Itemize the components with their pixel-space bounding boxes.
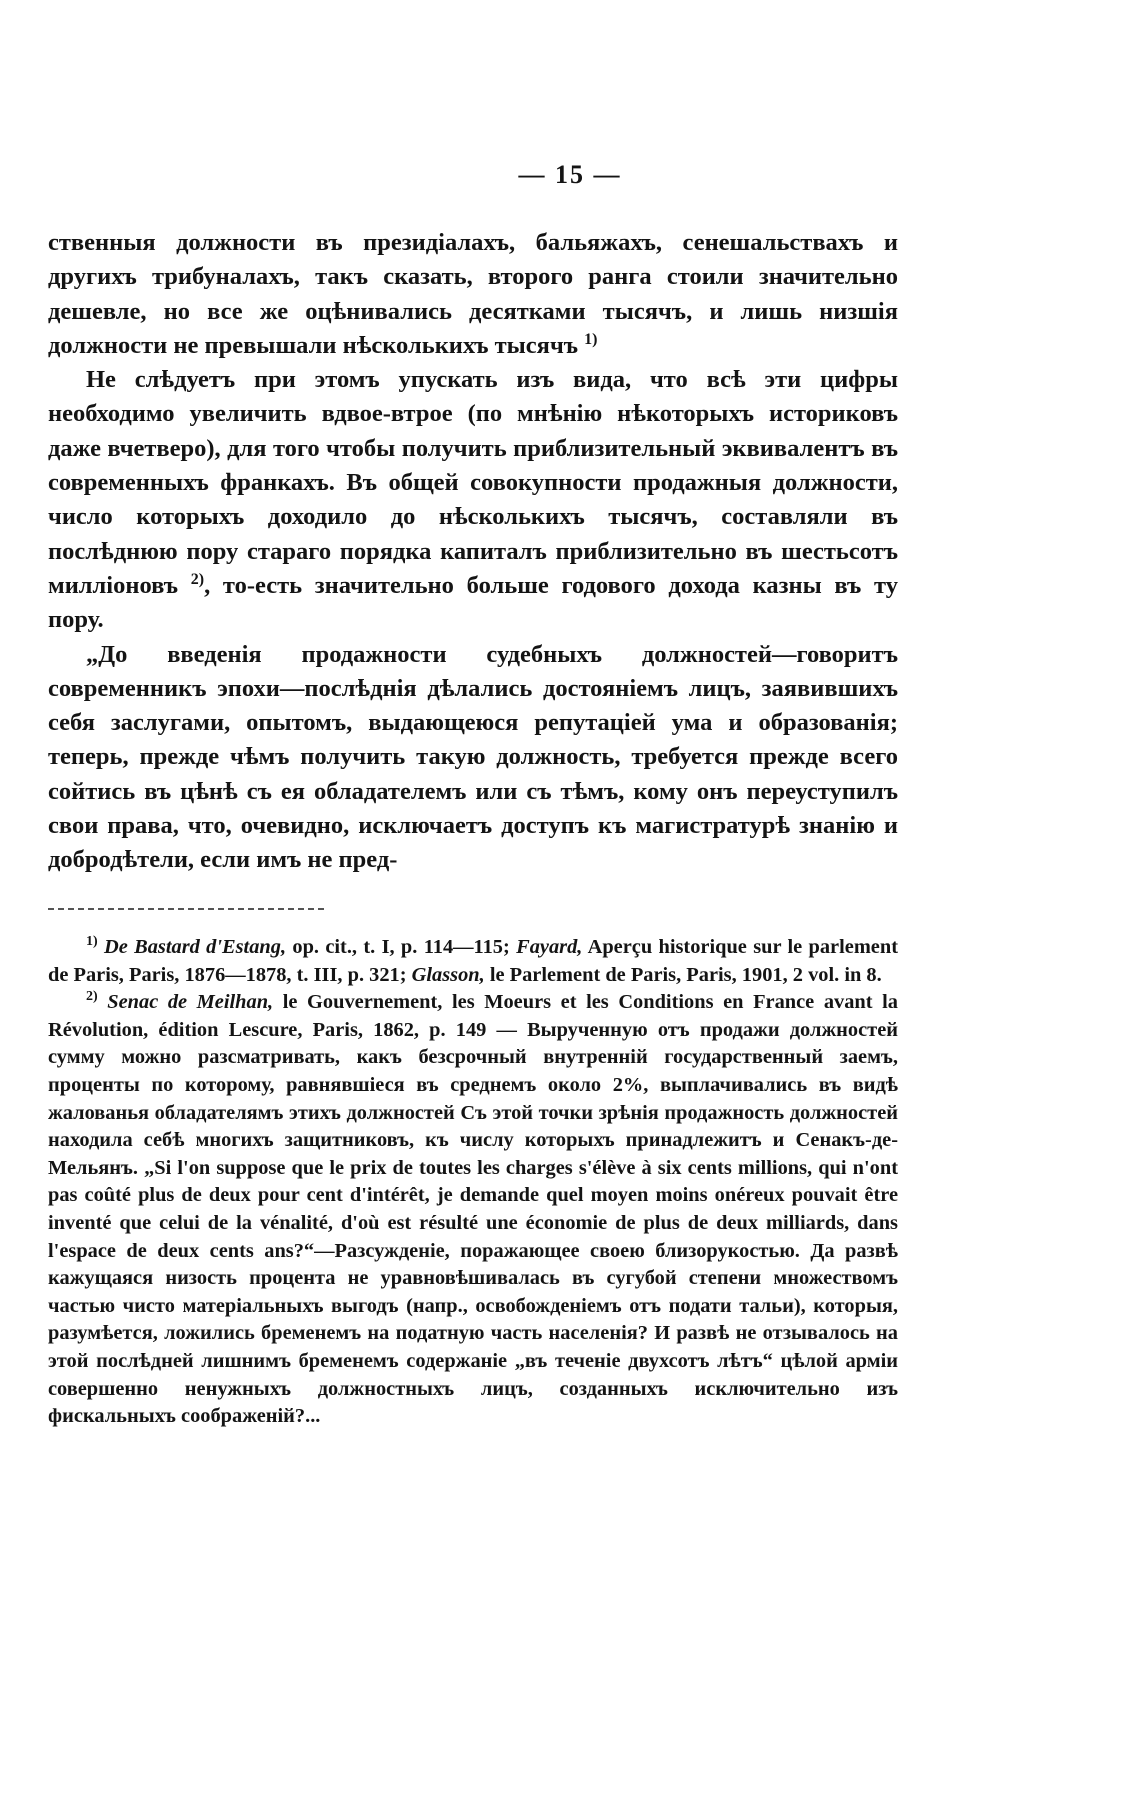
footnote-ref-1: 1): [584, 330, 598, 348]
footnote-separator: [48, 908, 324, 910]
footnotes: [48, 934, 898, 1431]
footnote-1-text-3: le Parlement de Paris, Paris, 1901, 2 vol. in 8.: [484, 963, 882, 986]
footnote-ref-2: 2): [190, 570, 205, 588]
paragraph-2-text-a: Не слѣдуетъ при этомъ упускать изъ вида, что всѣ эти цифры необходимо увеличить вдвое-втрое (по мнѣнію нѣкоторыхъ историковъ даже вчетверо), для того чтобы получить приблизительный эквивалентъ въ современныхъ франкахъ. Въ общей совокупности продажныя должности, число которыхъ доходило до нѣсколькихъ тысячъ, составляли въ послѣднюю пору стараго порядка капиталъ приблизительно въ шестьсотъ милліоновъ: [48, 366, 898, 599]
main-text: [48, 226, 898, 878]
footnote-1-text-2: Aperçu historique sur le parlement de Paris, Paris, 1876—1878, t. III, p. 321;: [48, 936, 898, 986]
footnote-2-author-1: Senac de Meilhan,: [107, 991, 274, 1014]
footnote-1-mark: 1): [86, 934, 98, 950]
footnote-1-text-1: op. cit., t. I, p. 114—115;: [286, 936, 517, 958]
paragraph-1: [48, 226, 898, 363]
paragraph-1-text: ственныя должности въ президіалахъ, бальяжахъ, сенешальствахъ и другихъ трибуналахъ, такъ сказать, второго ранга стоили значительно дешевле, но все же оцѣнивались десятками тысячъ, и лишь низшія должности не превышали нѣсколькихъ тысячъ: [48, 229, 898, 359]
footnote-1-author-2: Fayard,: [516, 936, 583, 958]
paragraph-2: [48, 363, 898, 637]
footnote-1-author-1: De Bastard d'Estang,: [104, 936, 287, 958]
paragraph-3: „До введенія продажности судебныхъ должностей—говоритъ современникъ эпохи—послѣднія дѣлались достояніемъ лицъ, заявившихъ себя заслугами, опытомъ, выдающеюся репутаціей ума и образованія; теперь, прежде чѣмъ получить такую должность, требуется прежде всего сойтись въ цѣнѣ съ ея обладателемъ или съ тѣмъ, кому онъ переуступилъ свои права, что, очевидно, исключаетъ доступъ къ магистратурѣ знанію и добродѣтели, если имъ не пред-: [48, 640, 898, 874]
footnote-2: [48, 989, 898, 1431]
page-number: — 15 —: [518, 160, 622, 189]
footnote-1: [48, 934, 898, 989]
footnote-2-text-1: le Gouvernement, les Moeurs et les Conditions en France avant la Révolution, édition Lescure, Paris, 1862, p. 149 — Вырученную отъ продажи должностей сумму можно разсматривать, какъ безсрочный внутренній государственный заемъ, проценты по которому, равнявшіеся въ среднемъ около 2%, выплачивались въ видѣ жалованья обладателямъ этихъ должностей Съ этой точки зрѣнія продажность должностей находила себѣ многихъ защитниковъ, къ числу которыхъ принадлежитъ и Сенакъ-де-Мельянъ. „Si l'on suppose que le prix de toutes les charges s'élève à six cents millions, qui n'ont pas coûté plus de deux pour cent d'intérêt, je demande quel moyen moins onéreux pouvait être inventé que celui de la vénalité, d'où est résulté une économie de plus de deux milliards, dans l'espace de deux cents ans?“—Разсужденіе, поражающее своею близорукостью. Да развѣ кажущаяся низость процента не уравновѣшивалась въ сугубой степени множествомъ частью чисто матеріальныхъ выгодъ (напр., освобожденіемъ отъ подати тальи), которыя, разумѣется, ложились бременемъ на податную часть населенія? И развѣ не отзывалось на этой послѣдней лишнимъ бременемъ содержаніе „въ теченіе двухсотъ лѣтъ“ цѣлой арміи совершенно ненужныхъ должностныхъ лицъ, созданныхъ исключительно изъ фискальныхъ соображеній?...: [48, 991, 898, 1428]
footnote-2-mark: 2): [86, 989, 98, 1005]
footnote-1-author-3: Glasson,: [411, 963, 485, 986]
paragraph-2-text-b: , то-есть значительно больше годового дохода казны въ ту пору.: [48, 571, 898, 634]
